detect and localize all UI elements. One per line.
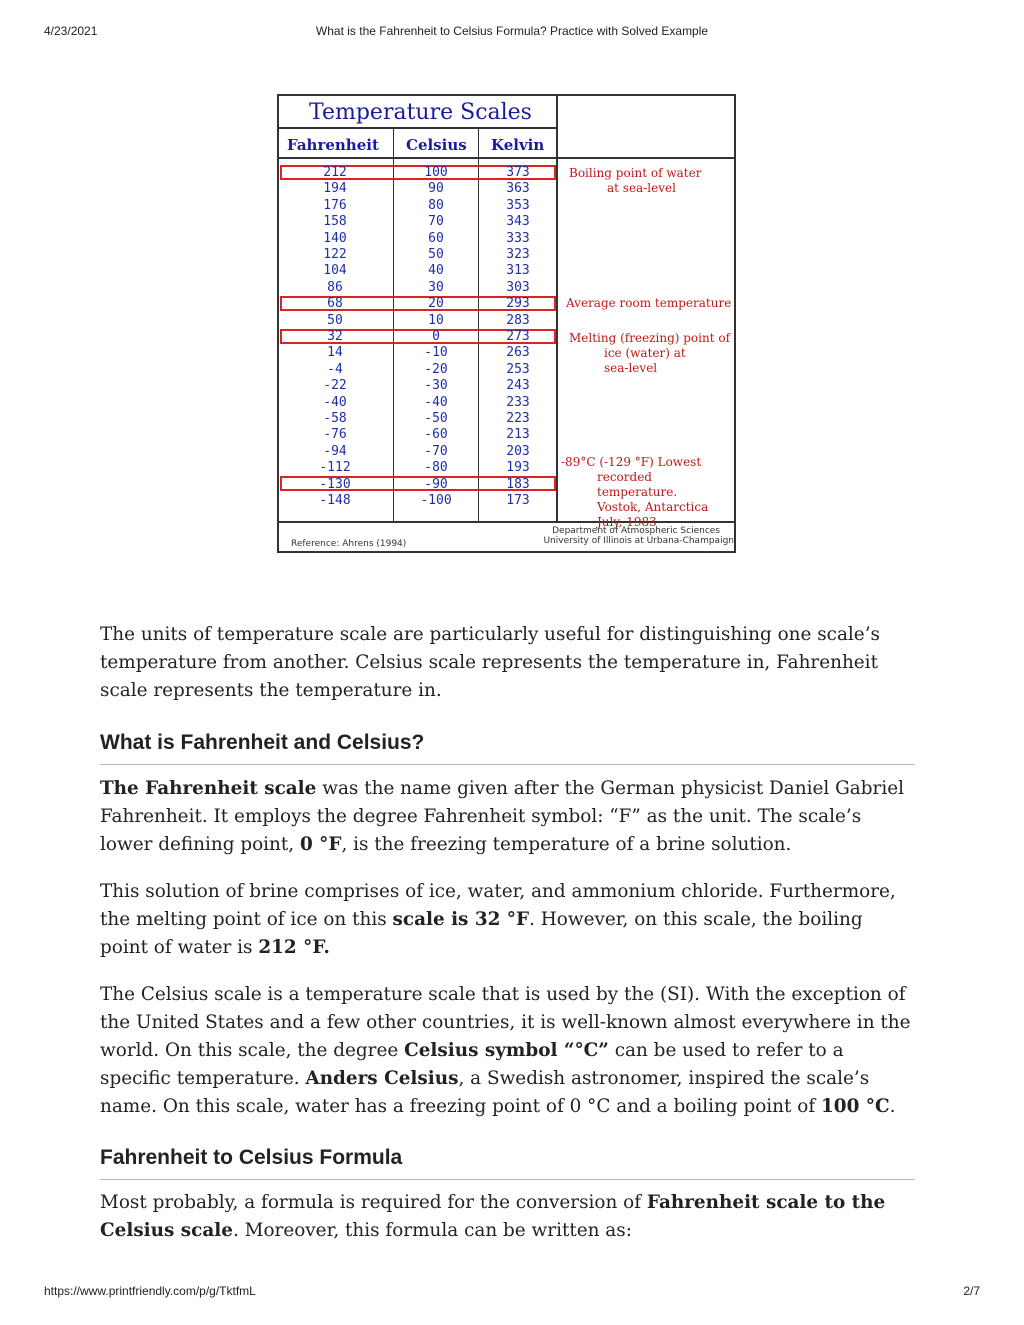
celsius-value: -90 bbox=[424, 476, 448, 492]
kelvin-value: 253 bbox=[506, 361, 530, 377]
note-lowest: -89°C (-129 °F) Lowest recorded temperature. Vostok, Antarctica July, 1983 bbox=[561, 455, 709, 529]
fahrenheit-value: -4 bbox=[327, 361, 343, 377]
celsius-value: -20 bbox=[424, 361, 448, 377]
fahrenheit-value: 176 bbox=[323, 197, 347, 213]
fahrenheit-value: 122 bbox=[323, 247, 347, 262]
kelvin-value: 203 bbox=[506, 443, 530, 459]
temperature-scales-figure bbox=[277, 94, 736, 553]
celsius-value: 100 bbox=[424, 165, 448, 180]
kelvin-value: 323 bbox=[506, 247, 530, 262]
kelvin-value: 303 bbox=[506, 279, 530, 295]
fahrenheit-value: 194 bbox=[323, 181, 347, 197]
celsius-value: 80 bbox=[428, 197, 444, 213]
celsius-value: -30 bbox=[424, 378, 448, 394]
kelvin-value: 233 bbox=[506, 394, 530, 410]
celsius-value: -70 bbox=[424, 443, 448, 459]
col-header-celsius: Celsius bbox=[406, 136, 467, 154]
fahrenheit-value: -148 bbox=[319, 493, 351, 508]
kelvin-value: 263 bbox=[506, 345, 530, 361]
kelvin-value: 363 bbox=[506, 181, 530, 197]
col-header-kelvin: Kelvin bbox=[491, 136, 545, 154]
celsius-value: 0 bbox=[432, 329, 440, 344]
fahrenheit-value: -94 bbox=[323, 443, 347, 459]
celsius-value: 20 bbox=[428, 296, 444, 312]
kelvin-value: 333 bbox=[506, 230, 530, 246]
kelvin-value: 273 bbox=[506, 329, 530, 344]
kelvin-value: 213 bbox=[506, 427, 530, 443]
kelvin-value: 343 bbox=[506, 214, 530, 230]
kelvin-value: 223 bbox=[506, 411, 530, 426]
fahrenheit-value: -22 bbox=[323, 378, 347, 394]
fahrenheit-value: 158 bbox=[323, 214, 347, 230]
fahrenheit-value: -40 bbox=[323, 394, 347, 410]
figure-title: Temperature Scales bbox=[309, 100, 532, 125]
kelvin-value: 173 bbox=[506, 493, 530, 508]
col-header-fahrenheit: Fahrenheit bbox=[287, 136, 379, 154]
figure-credit: Department of Atmospheric Sciences University of Illinois at Urbana-Champaign bbox=[543, 526, 734, 546]
kelvin-value: 313 bbox=[506, 263, 530, 279]
fahrenheit-value: 86 bbox=[327, 279, 343, 295]
celsius-value: 40 bbox=[428, 263, 444, 279]
kelvin-value: 283 bbox=[506, 312, 530, 328]
paragraph-brine-solution: This solution of brine comprises of ice, water, and ammonium chloride. Furthermore, the melting point of ice on this scale is 32 °F. However, on this scale, the boiling point of water is 212 °F. bbox=[100, 881, 896, 958]
fahrenheit-value: 50 bbox=[327, 312, 343, 328]
figure-reference: Reference: Ahrens (1994) bbox=[291, 539, 407, 549]
kelvin-value: 183 bbox=[506, 476, 530, 492]
celsius-value: 70 bbox=[428, 214, 444, 230]
celsius-value: 50 bbox=[428, 247, 444, 262]
kelvin-value: 243 bbox=[506, 378, 530, 394]
fahrenheit-value: -112 bbox=[319, 460, 351, 476]
section-heading-fahrenheit-celsius: What is Fahrenheit and Celsius? bbox=[100, 731, 915, 765]
print-date: 4/23/2021 bbox=[44, 24, 98, 38]
fahrenheit-value: -130 bbox=[319, 476, 351, 492]
paragraph-celsius-scale: The Celsius scale is a temperature scale that is used by the (SI). With the exception of the United States and a few other countries, it is well-known almost everywhere in the world. On this scale, the degree Celsius symbol “°C” can be used to refer to a specific temperature. Anders Celsius, a Swedish astronomer, inspired the scale’s name. On this scale, water has a freezing point of 0 °C and a boiling point of 100 °C. bbox=[100, 984, 911, 1117]
fahrenheit-value: -58 bbox=[323, 411, 347, 426]
celsius-value: -40 bbox=[424, 394, 448, 410]
kelvin-value: 353 bbox=[506, 197, 530, 213]
footer-url: https://www.printfriendly.com/p/g/TktfmL bbox=[44, 1284, 256, 1298]
fahrenheit-value: 14 bbox=[327, 345, 343, 361]
fahrenheit-value: 140 bbox=[323, 230, 347, 246]
celsius-value: 30 bbox=[428, 279, 444, 295]
kelvin-value: 293 bbox=[506, 296, 530, 312]
kelvin-value: 193 bbox=[506, 460, 530, 476]
kelvin-value: 373 bbox=[506, 165, 530, 180]
fahrenheit-value: 212 bbox=[323, 165, 347, 180]
celsius-value: 90 bbox=[428, 181, 444, 197]
fahrenheit-value: 68 bbox=[327, 296, 343, 312]
intro-paragraph: The units of temperature scale are particularly useful for distinguishing one scale’s temperature from another. Celsius scale represents the temperature in, Fahrenheit scale represents the temperature in. bbox=[100, 624, 880, 701]
celsius-value: 10 bbox=[428, 312, 444, 328]
celsius-value: -60 bbox=[424, 427, 448, 443]
note-boiling: Boiling point of water at sea-level bbox=[569, 166, 702, 195]
paragraph-fahrenheit-scale: The Fahrenheit scale was the name given after the German physicist Daniel Gabriel Fahrenheit. It employs the degree Fahrenheit symbol: “F” as the unit. The scale’s lower defining point, 0 °F, is the freezing temperature of a brine solution. bbox=[100, 778, 904, 855]
section-heading-formula: Fahrenheit to Celsius Formula bbox=[100, 1146, 915, 1180]
celsius-value: 60 bbox=[428, 230, 444, 246]
note-melting: Melting (freezing) point of ice (water) at sea-level bbox=[569, 331, 731, 375]
note-room: Average room temperature bbox=[566, 296, 732, 310]
celsius-value: -100 bbox=[420, 493, 452, 508]
fahrenheit-value: 32 bbox=[327, 329, 343, 344]
footer-page-number: 2/7 bbox=[963, 1284, 980, 1298]
celsius-value: -80 bbox=[424, 460, 448, 476]
paragraph-formula-intro: Most probably, a formula is required for the conversion of Fahrenheit scale to the Celsius scale. Moreover, this formula can be written as: bbox=[100, 1192, 886, 1241]
fahrenheit-value: 104 bbox=[323, 263, 347, 279]
celsius-value: -50 bbox=[424, 411, 448, 426]
fahrenheit-value: -76 bbox=[323, 427, 347, 443]
celsius-value: -10 bbox=[424, 345, 448, 361]
print-page-title: What is the Fahrenheit to Celsius Formula? Practice with Solved Example bbox=[315, 24, 709, 38]
